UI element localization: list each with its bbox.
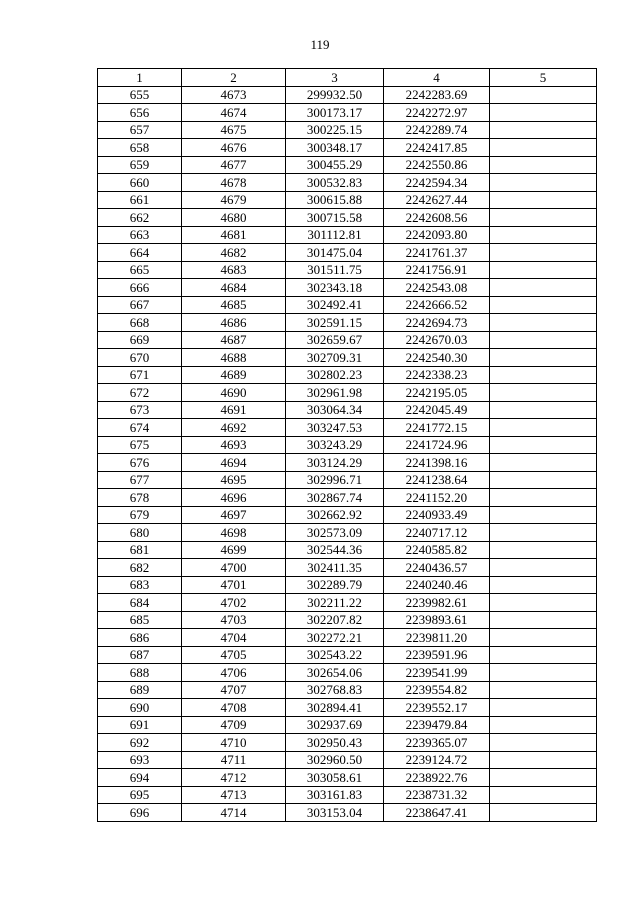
table-cell: 302894.41 <box>286 699 384 717</box>
table-cell: 2241772.15 <box>384 419 490 437</box>
table-cell: 2242608.56 <box>384 209 490 227</box>
table-row <box>98 296 597 314</box>
column-header: 2 <box>182 69 286 87</box>
table-row <box>98 611 597 629</box>
table-cell <box>490 611 597 629</box>
table-cell: 302272.21 <box>286 629 384 647</box>
table-cell <box>490 174 597 192</box>
table-cell: 2242272.97 <box>384 104 490 122</box>
table-cell: 4676 <box>182 139 286 157</box>
table-header-row <box>98 69 597 87</box>
table-row <box>98 751 597 769</box>
table-cell <box>490 349 597 367</box>
table-cell: 684 <box>98 594 182 612</box>
table-cell <box>490 699 597 717</box>
table-row <box>98 664 597 682</box>
table-cell <box>490 576 597 594</box>
table-cell <box>490 419 597 437</box>
table-cell: 2238647.41 <box>384 804 490 822</box>
table-row <box>98 646 597 664</box>
table-cell: 2239982.61 <box>384 594 490 612</box>
table-cell: 683 <box>98 576 182 594</box>
table-cell: 2242338.23 <box>384 366 490 384</box>
table-cell: 661 <box>98 191 182 209</box>
table-cell: 302543.22 <box>286 646 384 664</box>
table-cell: 303124.29 <box>286 454 384 472</box>
table-cell: 657 <box>98 121 182 139</box>
table-cell <box>490 261 597 279</box>
table-cell: 303161.83 <box>286 786 384 804</box>
table-cell: 2239893.61 <box>384 611 490 629</box>
table-cell: 664 <box>98 244 182 262</box>
table-cell: 682 <box>98 559 182 577</box>
table-cell: 2242666.52 <box>384 296 490 314</box>
table-cell: 2240933.49 <box>384 506 490 524</box>
table-row <box>98 401 597 419</box>
table-cell: 665 <box>98 261 182 279</box>
table-row <box>98 436 597 454</box>
table-cell <box>490 314 597 332</box>
table-cell: 679 <box>98 506 182 524</box>
table-cell <box>490 296 597 314</box>
table-cell <box>490 734 597 752</box>
table-cell <box>490 664 597 682</box>
table-cell <box>490 366 597 384</box>
table-cell: 299932.50 <box>286 86 384 104</box>
table-row <box>98 734 597 752</box>
table-cell: 300615.88 <box>286 191 384 209</box>
table-cell: 302573.09 <box>286 524 384 542</box>
table-row <box>98 804 597 822</box>
table-cell: 667 <box>98 296 182 314</box>
table-cell: 694 <box>98 769 182 787</box>
table-row <box>98 121 597 139</box>
table-cell <box>490 646 597 664</box>
table-row <box>98 244 597 262</box>
table-row <box>98 699 597 717</box>
table-cell: 678 <box>98 489 182 507</box>
table-cell <box>490 121 597 139</box>
table-cell <box>490 804 597 822</box>
column-header: 1 <box>98 69 182 87</box>
table-cell: 2239591.96 <box>384 646 490 664</box>
table-cell <box>490 716 597 734</box>
table-cell: 2240717.12 <box>384 524 490 542</box>
table-cell: 302207.82 <box>286 611 384 629</box>
table-cell <box>490 436 597 454</box>
table-cell <box>490 139 597 157</box>
table-cell <box>490 786 597 804</box>
table-cell: 4701 <box>182 576 286 594</box>
table-row <box>98 576 597 594</box>
table-cell: 671 <box>98 366 182 384</box>
table-row <box>98 331 597 349</box>
table-cell: 2238731.32 <box>384 786 490 804</box>
table-cell: 692 <box>98 734 182 752</box>
table-row <box>98 629 597 647</box>
table-cell <box>490 489 597 507</box>
table-cell: 2242550.86 <box>384 156 490 174</box>
table-cell: 4692 <box>182 419 286 437</box>
table-row <box>98 226 597 244</box>
table-cell <box>490 541 597 559</box>
table-cell: 4711 <box>182 751 286 769</box>
table-cell <box>490 769 597 787</box>
table-cell <box>490 629 597 647</box>
table-row <box>98 541 597 559</box>
table-cell: 2242289.74 <box>384 121 490 139</box>
table-cell: 676 <box>98 454 182 472</box>
table-cell: 685 <box>98 611 182 629</box>
table-cell: 2242670.03 <box>384 331 490 349</box>
table-cell: 4703 <box>182 611 286 629</box>
table-row <box>98 314 597 332</box>
table-cell <box>490 384 597 402</box>
table-cell: 656 <box>98 104 182 122</box>
table-cell: 2241724.96 <box>384 436 490 454</box>
table-cell: 4714 <box>182 804 286 822</box>
table-cell: 302343.18 <box>286 279 384 297</box>
table-cell: 4686 <box>182 314 286 332</box>
table-cell: 2239552.17 <box>384 699 490 717</box>
table-cell: 302709.31 <box>286 349 384 367</box>
table-cell: 4707 <box>182 681 286 699</box>
table-cell: 690 <box>98 699 182 717</box>
table-cell <box>490 681 597 699</box>
table-cell: 4709 <box>182 716 286 734</box>
table-cell: 2241238.64 <box>384 471 490 489</box>
table-cell: 2242694.73 <box>384 314 490 332</box>
table-cell: 2242417.85 <box>384 139 490 157</box>
table-row <box>98 366 597 384</box>
table-row <box>98 559 597 577</box>
table-cell: 2241761.37 <box>384 244 490 262</box>
table-cell: 696 <box>98 804 182 822</box>
table-row <box>98 524 597 542</box>
table-cell <box>490 279 597 297</box>
table-cell: 303058.61 <box>286 769 384 787</box>
table-cell: 300173.17 <box>286 104 384 122</box>
table-cell: 300532.83 <box>286 174 384 192</box>
table-cell: 2239365.07 <box>384 734 490 752</box>
table-cell: 302659.67 <box>286 331 384 349</box>
table-cell: 662 <box>98 209 182 227</box>
table-cell: 663 <box>98 226 182 244</box>
table-cell: 2242283.69 <box>384 86 490 104</box>
table-cell: 658 <box>98 139 182 157</box>
table-row <box>98 261 597 279</box>
table-cell: 300715.58 <box>286 209 384 227</box>
table-cell: 687 <box>98 646 182 664</box>
table-row <box>98 349 597 367</box>
table-cell: 689 <box>98 681 182 699</box>
table-cell: 4687 <box>182 331 286 349</box>
table-cell <box>490 209 597 227</box>
table-row <box>98 489 597 507</box>
table-cell: 655 <box>98 86 182 104</box>
table-row <box>98 769 597 787</box>
table-row <box>98 506 597 524</box>
table-cell <box>490 104 597 122</box>
table-row <box>98 174 597 192</box>
table-cell: 2239554.82 <box>384 681 490 699</box>
table-cell: 2239541.99 <box>384 664 490 682</box>
table-cell: 4690 <box>182 384 286 402</box>
table-cell: 300348.17 <box>286 139 384 157</box>
table-cell: 4710 <box>182 734 286 752</box>
table-cell: 300225.15 <box>286 121 384 139</box>
table-cell: 302802.23 <box>286 366 384 384</box>
table-cell <box>490 86 597 104</box>
table-cell: 300455.29 <box>286 156 384 174</box>
table-cell: 4706 <box>182 664 286 682</box>
table-cell: 695 <box>98 786 182 804</box>
table-cell: 2241756.91 <box>384 261 490 279</box>
table-cell: 302662.92 <box>286 506 384 524</box>
table-cell: 659 <box>98 156 182 174</box>
table-row <box>98 471 597 489</box>
table-cell: 677 <box>98 471 182 489</box>
table-cell: 2239124.72 <box>384 751 490 769</box>
table-cell: 4693 <box>182 436 286 454</box>
table-row <box>98 209 597 227</box>
table-cell <box>490 454 597 472</box>
table-cell: 2242594.34 <box>384 174 490 192</box>
table-cell: 4677 <box>182 156 286 174</box>
table-row <box>98 716 597 734</box>
table-cell: 302411.35 <box>286 559 384 577</box>
table-cell <box>490 524 597 542</box>
table-cell: 681 <box>98 541 182 559</box>
table-cell: 4695 <box>182 471 286 489</box>
table-cell: 4704 <box>182 629 286 647</box>
table-cell: 302591.15 <box>286 314 384 332</box>
table-row <box>98 156 597 174</box>
table-cell: 4705 <box>182 646 286 664</box>
table-cell <box>490 156 597 174</box>
column-header: 5 <box>490 69 597 87</box>
table-cell: 303247.53 <box>286 419 384 437</box>
column-header: 4 <box>384 69 490 87</box>
table-cell: 4696 <box>182 489 286 507</box>
table-cell: 2240240.46 <box>384 576 490 594</box>
table-cell: 4681 <box>182 226 286 244</box>
table-row <box>98 786 597 804</box>
table-cell: 302961.98 <box>286 384 384 402</box>
table-cell: 670 <box>98 349 182 367</box>
table-cell: 302211.22 <box>286 594 384 612</box>
table-cell: 302544.36 <box>286 541 384 559</box>
table-cell <box>490 191 597 209</box>
table-cell: 691 <box>98 716 182 734</box>
table-cell: 2239479.84 <box>384 716 490 734</box>
table-cell: 4679 <box>182 191 286 209</box>
table-cell: 4688 <box>182 349 286 367</box>
table-cell: 4699 <box>182 541 286 559</box>
table-cell: 4691 <box>182 401 286 419</box>
table-cell: 4682 <box>182 244 286 262</box>
table-cell: 2242045.49 <box>384 401 490 419</box>
table-cell: 302654.06 <box>286 664 384 682</box>
table-cell: 693 <box>98 751 182 769</box>
table-cell: 675 <box>98 436 182 454</box>
table-cell: 302937.69 <box>286 716 384 734</box>
table-cell: 2241398.16 <box>384 454 490 472</box>
table-row <box>98 594 597 612</box>
table-cell: 674 <box>98 419 182 437</box>
table-cell: 669 <box>98 331 182 349</box>
table-cell: 680 <box>98 524 182 542</box>
table-cell: 4697 <box>182 506 286 524</box>
table-cell: 302768.83 <box>286 681 384 699</box>
table-cell: 4694 <box>182 454 286 472</box>
table-cell: 2242543.08 <box>384 279 490 297</box>
table-cell: 4673 <box>182 86 286 104</box>
table-cell: 4680 <box>182 209 286 227</box>
table-cell: 2240436.57 <box>384 559 490 577</box>
page-number: 119 <box>310 37 330 52</box>
table-cell <box>490 751 597 769</box>
table-cell: 686 <box>98 629 182 647</box>
table-cell: 4713 <box>182 786 286 804</box>
table-cell: 302960.50 <box>286 751 384 769</box>
table-cell: 4712 <box>182 769 286 787</box>
table-cell: 301112.81 <box>286 226 384 244</box>
table-cell: 2238922.76 <box>384 769 490 787</box>
table-cell <box>490 506 597 524</box>
table-cell <box>490 226 597 244</box>
table-cell: 4698 <box>182 524 286 542</box>
table-row <box>98 191 597 209</box>
table-cell: 2242540.30 <box>384 349 490 367</box>
table-cell <box>490 594 597 612</box>
column-header: 3 <box>286 69 384 87</box>
table-cell: 2241152.20 <box>384 489 490 507</box>
table-cell <box>490 559 597 577</box>
table-row <box>98 419 597 437</box>
table-cell: 301475.04 <box>286 244 384 262</box>
table-cell: 4684 <box>182 279 286 297</box>
table-row <box>98 279 597 297</box>
table-cell <box>490 244 597 262</box>
table-cell: 2239811.20 <box>384 629 490 647</box>
table-cell: 2242627.44 <box>384 191 490 209</box>
table-cell: 4708 <box>182 699 286 717</box>
table-cell: 2240585.82 <box>384 541 490 559</box>
table-cell: 660 <box>98 174 182 192</box>
table-cell: 673 <box>98 401 182 419</box>
table-body <box>98 86 597 821</box>
coordinates-table <box>97 68 597 822</box>
table-cell: 4700 <box>182 559 286 577</box>
table-cell: 4674 <box>182 104 286 122</box>
table-cell: 302996.71 <box>286 471 384 489</box>
table-cell: 303153.04 <box>286 804 384 822</box>
table-cell <box>490 471 597 489</box>
table-cell: 303064.34 <box>286 401 384 419</box>
table-cell: 302289.79 <box>286 576 384 594</box>
table-cell: 303243.29 <box>286 436 384 454</box>
table-cell: 4685 <box>182 296 286 314</box>
table-cell: 302492.41 <box>286 296 384 314</box>
table-cell: 4675 <box>182 121 286 139</box>
table-cell: 2242195.05 <box>384 384 490 402</box>
table-cell <box>490 401 597 419</box>
table-row <box>98 681 597 699</box>
table-cell <box>490 331 597 349</box>
table-row <box>98 454 597 472</box>
table-cell: 688 <box>98 664 182 682</box>
table-cell: 4683 <box>182 261 286 279</box>
table-row <box>98 384 597 402</box>
table-cell: 2242093.80 <box>384 226 490 244</box>
table-cell: 4678 <box>182 174 286 192</box>
table-cell: 666 <box>98 279 182 297</box>
table-row <box>98 104 597 122</box>
table-cell: 301511.75 <box>286 261 384 279</box>
table-cell: 4702 <box>182 594 286 612</box>
table-cell: 4689 <box>182 366 286 384</box>
table-cell: 302950.43 <box>286 734 384 752</box>
table-row <box>98 139 597 157</box>
table-row <box>98 86 597 104</box>
table-cell: 672 <box>98 384 182 402</box>
table-cell: 668 <box>98 314 182 332</box>
table-cell: 302867.74 <box>286 489 384 507</box>
